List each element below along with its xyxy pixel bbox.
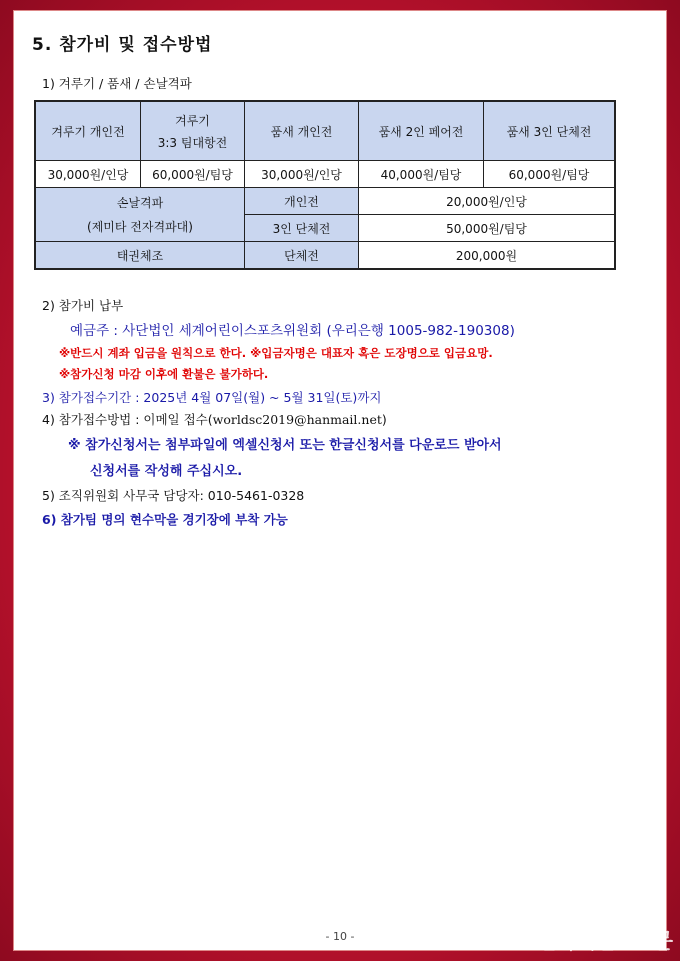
page-number: - 10 - [325, 930, 355, 943]
office-contact: 5) 조직위원회 사무국 담당자: 010-5461-0328 [42, 488, 305, 503]
registration-method [42, 410, 387, 428]
price-cell: 30,000원/인당 [35, 161, 141, 188]
type-cell: 3인 단체전 [245, 215, 359, 242]
category-cell [35, 188, 245, 242]
price-cell: 30,000원/인당 [245, 161, 359, 188]
header-cell: 품새 3인 단체전 [484, 101, 616, 161]
type-cell: 단체전 [245, 242, 359, 270]
application-info-line2: 신청서를 작성해 주십시오. [90, 464, 243, 479]
registration-period: 3) 참가접수기간 : 2025년 4월 07일(월) ~ 5월 31일(토)까지 [42, 390, 382, 405]
registration-method-label: 4) 참가접수방법 : 이메일 접수( [42, 412, 213, 427]
price-cell: 40,000원/팀당 [359, 161, 484, 188]
fee-table-row [35, 242, 615, 270]
application-info-line1: ※ 참가신청서는 첨부파일에 엑셀신청서 또는 한글신청서를 다운로드 받아서 [68, 438, 502, 453]
notice-deposit: ※반드시 계좌 입금을 원칙으로 한다. ※입금자명은 대표자 혹은 도장명으로 입금요망. [59, 346, 493, 360]
category-cell: 태권체조 [35, 242, 245, 270]
section-title: 5. 참가비 및 접수방법 [32, 35, 213, 55]
email-link[interactable]: worldsc2019@hanmail.net [212, 412, 382, 427]
header-cell [141, 101, 245, 161]
subsection-fees-title: 1) 겨루기 / 품새 / 손날격파 [42, 76, 192, 91]
price-cell: 60,000원/팀당 [484, 161, 616, 188]
header-cell: 겨루기 개인전 [35, 101, 141, 161]
notice-refund: ※참가신청 마감 이후에 환불은 불가하다. [59, 367, 269, 381]
header-cell: 품새 개인전 [245, 101, 359, 161]
header-cell: 품새 2인 페어전 [359, 101, 484, 161]
document-page [13, 10, 667, 951]
banner-notice: 6) 참가팀 명의 현수막을 경기장에 부착 가능 [42, 512, 288, 527]
watermark-logo: 한국태권도신문 [536, 929, 672, 953]
category-line: (제미타 전자격파대) [87, 220, 193, 234]
header-cell-line: 겨루기 [175, 113, 210, 128]
subsection-payment-title: 2) 참가비 납부 [42, 298, 124, 313]
registration-method-suffix: ) [381, 412, 387, 427]
price-cell: 20,000원/인당 [359, 188, 616, 215]
category-line: 손날격파 [116, 196, 164, 210]
fee-table [34, 100, 616, 270]
fee-table-row [35, 188, 615, 215]
price-cell: 60,000원/팀당 [141, 161, 245, 188]
fee-table-price-row [35, 161, 615, 188]
account-info: 예금주 : 사단법인 세계어린이스포츠위원회 (우리은행 1005-982-190308) [70, 323, 515, 339]
price-cell: 50,000원/팀당 [359, 215, 616, 242]
header-cell-line: 3:3 팀대항전 [157, 135, 228, 150]
type-cell: 개인전 [245, 188, 359, 215]
price-cell: 200,000원 [359, 242, 616, 270]
fee-table-header-row [35, 101, 615, 161]
